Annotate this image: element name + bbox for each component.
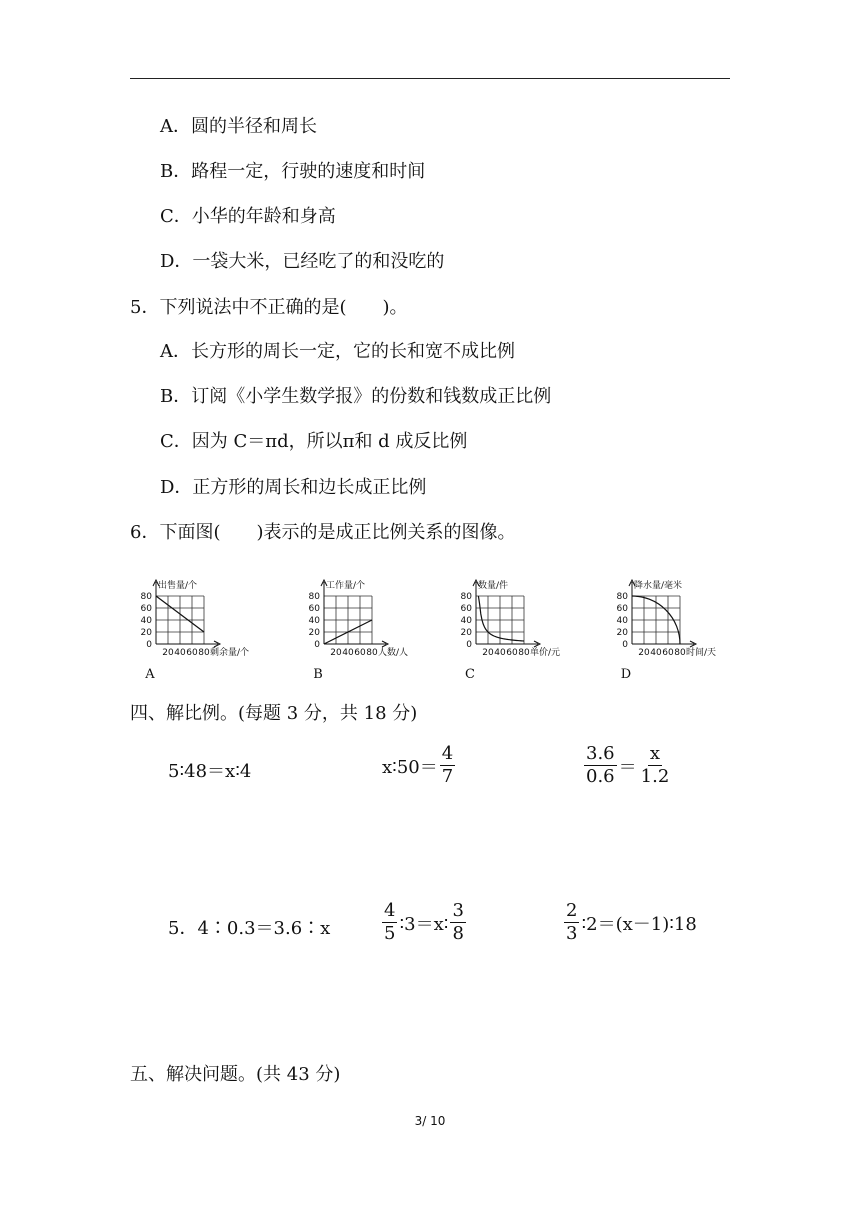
x-tick-label: 80 [518,648,530,658]
equation-6 [562,900,697,945]
fraction-numerator: 4 [441,743,454,764]
page-number: 3/ 10 [414,1114,446,1128]
y-tick-label: 60 [140,604,152,614]
equation-1-text: 5∶48＝x∶4 [168,761,252,782]
section5-title: 五、解决问题。(共 43 分) [130,1064,341,1085]
graph-c [448,566,608,682]
y-tick-label: 20 [460,628,472,638]
x-tick-label: 60 [186,648,198,658]
equation-3-fraction-left [584,743,617,788]
y-tick-label: 0 [466,640,472,650]
equation-6-right: ∶2＝(x－1)∶18 [581,913,697,935]
fraction-numerator: 3.6 [586,743,615,764]
x-tick-label: 80 [366,648,378,658]
graph-d [604,566,764,682]
q5-option-a: A．长方形的周长一定，它的长和宽不成比例 [160,341,515,362]
y-tick-label: 80 [140,592,152,602]
y-axis-label: 降水量/毫米 [634,581,683,591]
x-axis-label: 剩余量/个 [210,648,250,658]
fraction-numerator: 4 [384,900,396,921]
x-tick-label: 20 [162,648,174,658]
equation-4 [168,914,330,940]
x-axis-label: 单价/元 [530,648,561,658]
y-tick-label: 20 [616,628,628,638]
x-tick-label: 20 [638,648,650,658]
fraction-denominator: 3 [566,923,578,944]
q4-option-d: D．一袋大米，已经吃了的和没吃的 [160,251,445,272]
equation-5 [380,900,468,945]
fraction-denominator: 0.6 [586,766,615,787]
y-tick-label: 80 [460,592,472,602]
equation-4-text: 5．4∶0.3＝3.6∶x [168,918,331,939]
equation-5-fraction-left [382,900,397,945]
x-tick-label: 60 [506,648,518,658]
y-tick-label: 0 [314,640,320,650]
x-tick-label: 20 [330,648,342,658]
q4-option-a: A．圆的半径和周长 [160,116,317,137]
q5-option-b: B．订阅《小学生数学报》的份数和钱数成正比例 [160,386,552,407]
equation-2-fraction [440,743,455,788]
fraction-numerator: 3 [452,900,464,921]
x-tick-label: 40 [650,648,662,658]
x-tick-label: 40 [174,648,186,658]
x-tick-label: 60 [354,648,366,658]
y-tick-label: 60 [308,604,320,614]
fraction-denominator: 1.2 [640,766,670,787]
y-tick-label: 20 [308,628,320,638]
graph-letter: A [145,667,155,682]
equation-2-left: x∶50＝ [382,756,438,778]
graph-letter: D [620,667,632,682]
x-tick-label: 40 [494,648,506,658]
equals-sign: ＝ [618,756,637,778]
fraction-denominator: 8 [452,923,464,944]
fraction-denominator: 7 [441,766,454,787]
y-axis-label: 出售量/个 [158,581,198,591]
y-tick-label: 80 [308,592,320,602]
x-axis-label: 人数/人 [378,648,409,658]
x-axis-label: 时间/天 [686,648,717,658]
fraction-denominator: 5 [384,923,396,944]
graph-a [128,566,288,682]
y-tick-label: 40 [308,616,320,626]
equation-3-fraction-right [639,743,672,788]
equation-2 [382,743,457,788]
equation-5-middle: ∶3＝x∶ [399,913,449,935]
graph-letter: C [465,667,475,682]
fraction-numerator: x [649,743,661,764]
section4-title: 四、解比例。(每题 3 分，共 18 分) [130,703,418,724]
y-tick-label: 40 [460,616,472,626]
y-tick-label: 60 [616,604,628,614]
y-axis-label: 数量/件 [478,581,509,591]
equation-3 [582,743,673,788]
equation-6-fraction [564,900,579,945]
y-tick-label: 80 [616,592,628,602]
graph-b [296,566,456,682]
graph-letter: B [313,667,323,682]
x-tick-label: 40 [342,648,354,658]
x-tick-label: 60 [662,648,674,658]
equation-1 [168,757,251,783]
x-tick-label: 80 [198,648,210,658]
graph-curve [478,596,524,641]
y-tick-label: 20 [140,628,152,638]
q4-option-b: B．路程一定，行驶的速度和时间 [160,161,426,182]
y-tick-label: 40 [140,616,152,626]
header-rule [130,78,730,79]
q6-stem: 6．下面图( )表示的是成正比例关系的图像。 [130,522,516,543]
x-tick-label: 20 [482,648,494,658]
y-tick-label: 0 [622,640,628,650]
q5-option-d: D．正方形的周长和边长成正比例 [160,477,427,498]
y-axis-label: 工作量/个 [326,581,366,591]
q4-option-c: C．小华的年龄和身高 [160,206,336,227]
fraction-numerator: 2 [566,900,578,921]
y-tick-label: 60 [460,604,472,614]
q5-option-c: C．因为 C＝πd，所以π和 d 成反比例 [160,431,468,452]
equation-5-fraction-right [450,900,465,945]
y-tick-label: 40 [616,616,628,626]
q5-stem: 5．下列说法中不正确的是( )。 [130,297,408,318]
x-tick-label: 80 [674,648,686,658]
y-tick-label: 0 [146,640,152,650]
